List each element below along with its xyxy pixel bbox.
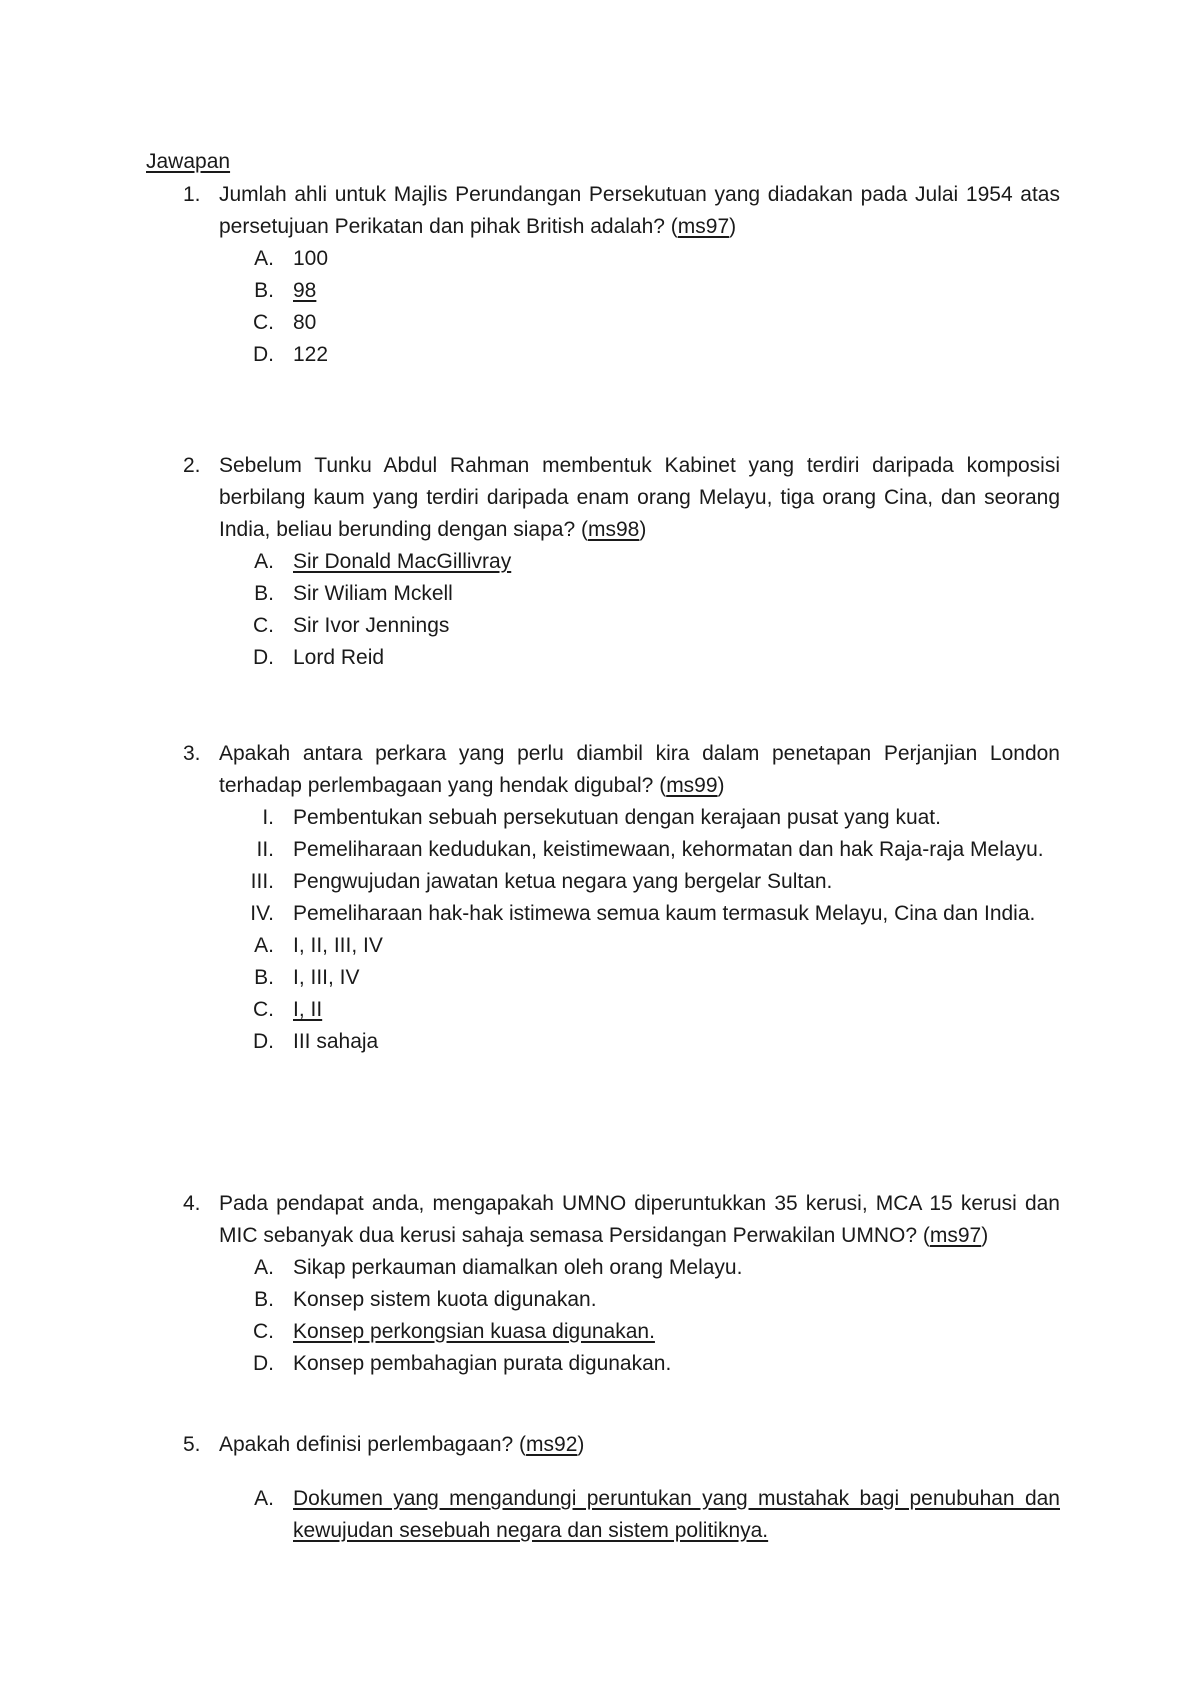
question-4	[183, 1188, 1060, 1380]
option-correct: C. Konsep perkongsian kuasa digunakan.	[253, 1320, 655, 1343]
page-heading: Jawapan	[146, 150, 231, 173]
question-text: Apakah definisi perlembagaan? (ms92)	[219, 1433, 585, 1456]
question-text: Jumlah ahli untuk Majlis Perundangan Persekutuan yang diadakan pada Julai 1954 atas persetujuan Perikatan dan pihak British adalah? (ms97)	[219, 183, 1060, 238]
option-correct: A. Dokumen yang mengandungi peruntukan yang mustahak bagi penubuhan dan kewujudan sesebuah negara dan sistem politiknya.	[254, 1487, 1060, 1542]
question-3	[183, 738, 1060, 1058]
question-text: Pada pendapat anda, mengapakah UMNO diperuntukkan 35 kerusi, MCA 15 kerusi dan MIC sebanyak dua kerusi sahaja semasa Persidangan Perwakilan UMNO? (ms97)	[219, 1192, 1060, 1247]
option: B. Konsep sistem kuota digunakan.	[254, 1288, 597, 1311]
option: C. 80	[253, 311, 317, 334]
question-number: 3.	[183, 742, 201, 765]
question-number: 2.	[183, 454, 201, 477]
question-2	[183, 450, 1060, 674]
option-correct: A. Sir Donald MacGillivray	[254, 550, 512, 573]
page-reference: ms97	[677, 215, 730, 238]
statement: I. Pembentukan sebuah persekutuan dengan kerajaan pusat yang kuat.	[262, 806, 941, 829]
option: C. Sir Ivor Jennings	[253, 614, 450, 637]
question-1	[183, 179, 1060, 371]
page-reference: ms97	[929, 1224, 982, 1247]
question-5	[183, 1429, 1060, 1547]
page-reference: ms98	[587, 518, 640, 541]
option: A. 100	[254, 247, 329, 270]
question-number: 4.	[183, 1192, 201, 1215]
option: D. Lord Reid	[253, 646, 385, 669]
option: A. I, II, III, IV	[254, 934, 383, 957]
option: D. Konsep pembahagian purata digunakan.	[253, 1352, 672, 1375]
question-text: Apakah antara perkara yang perlu diambil kira dalam penetapan Perjanjian London terhadap perlembagaan yang hendak digubal? (ms99)	[219, 742, 1060, 797]
option: B. I, III, IV	[254, 966, 360, 989]
page-reference: ms92	[526, 1433, 578, 1456]
option: D. III sahaja	[253, 1030, 379, 1053]
page-reference: ms99	[666, 774, 718, 797]
statement: II. Pemeliharaan kedudukan, keistimewaan, kehormatan dan hak Raja-raja Melayu.	[256, 838, 1044, 861]
option: A. Sikap perkauman diamalkan oleh orang Melayu.	[254, 1256, 743, 1279]
option: D. 122	[253, 343, 329, 366]
question-text: Sebelum Tunku Abdul Rahman membentuk Kabinet yang terdiri daripada komposisi berbilang kaum yang terdiri daripada enam orang Melayu, tiga orang Cina, dan seorang India, beliau berunding dengan siapa? (ms98)	[219, 454, 1060, 541]
option: B. Sir Wiliam Mckell	[254, 582, 453, 605]
statement: IV. Pemeliharaan hak-hak istimewa semua kaum termasuk Melayu, Cina dan India.	[250, 902, 1036, 925]
option-correct: B. 98	[254, 279, 317, 302]
option-correct: C. I, II	[253, 998, 323, 1021]
question-number: 1.	[183, 183, 201, 206]
question-number: 5.	[183, 1433, 201, 1456]
statement: III. Pengwujudan jawatan ketua negara yang bergelar Sultan.	[250, 870, 833, 893]
